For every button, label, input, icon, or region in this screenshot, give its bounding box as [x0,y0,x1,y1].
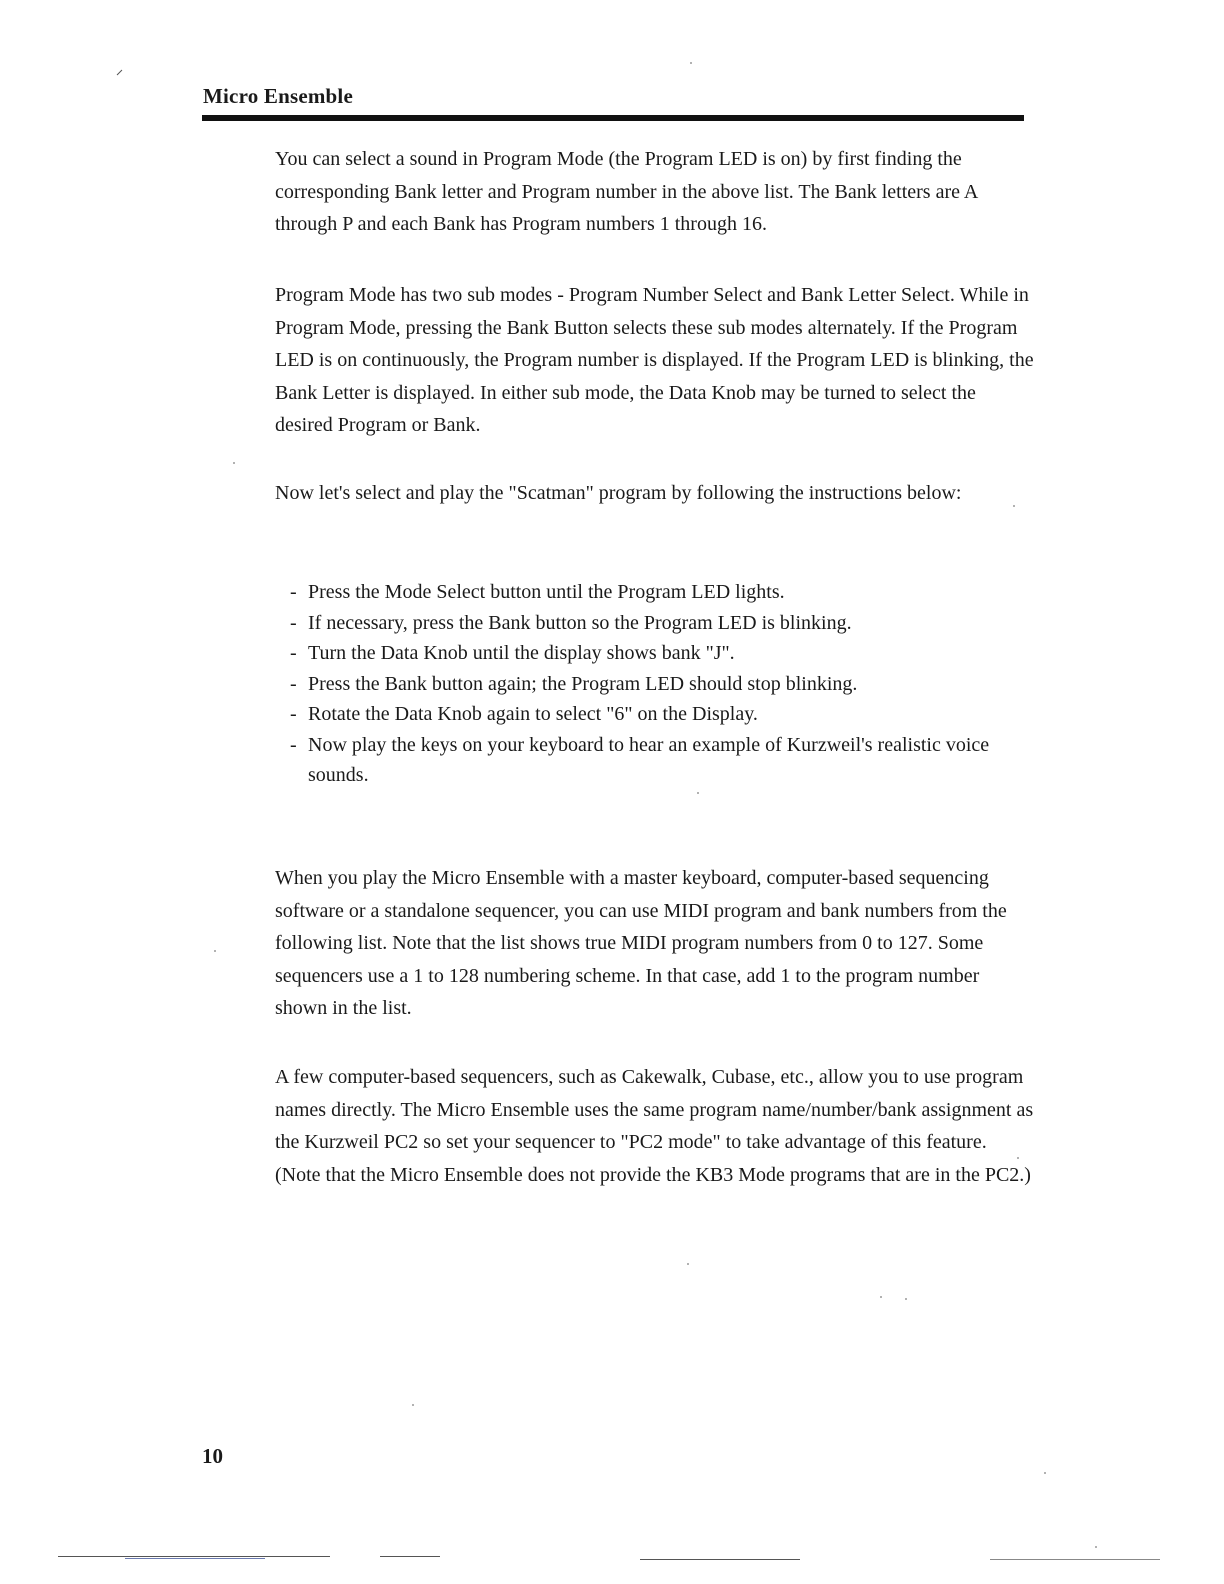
list-item [290,669,1030,700]
running-header-title: Micro Ensemble [203,84,353,108]
paragraph-midi-program-numbers: When you play the Micro Ensemble with a master keyboard, computer-based sequencing software or a standalone sequencer, you can use MIDI program and bank numbers from the following list. Note that the list shows true MIDI program numbers from 0 to 127. Some sequencers use a 1 to 128 numbering scheme. In that case, add 1 to the program number shown in the list. [275,867,1007,1019]
list-item [290,577,1030,608]
page-number: 10 [202,1444,223,1468]
scan-speck [412,1404,414,1406]
instruction-steps-list [290,577,1030,791]
list-dash: - [290,672,297,695]
paragraph-sub-modes: Program Mode has two sub modes - Program Number Select and Bank Letter Select. While in Program Mode, pressing the Bank Button selects these sub modes alternately. If the Program LED is on continuously, the Program number is displayed. If the Program LED is blinking, the Bank Letter is displayed. In either sub mode, the Data Knob may be turned to select the desired Program or Bank. [275,284,1034,436]
scan-speck [687,1263,689,1265]
scan-speck [697,792,699,794]
scan-speck [1095,1546,1097,1548]
paragraph-program-names: A few computer-based sequencers, such as Cakewalk, Cubase, etc., allow you to use program names directly. The Micro Ensemble uses the same program name/number/bank assignment as the Kurzweil PC2 so set your sequencer to "PC2 mode" to take advantage of this feature. (Note that the Micro Ensemble does not provide the KB3 Mode programs that are in the PC2.) [275,1066,1034,1186]
list-item [290,638,1030,669]
scan-speck [233,462,235,464]
scan-edge-line [380,1556,440,1557]
step-text: Turn the Data Knob until the display shows bank "J". [308,642,735,664]
scan-speck [1017,1157,1019,1159]
scan-speck [214,950,216,952]
list-dash: - [290,733,297,756]
scan-speck [1013,505,1015,507]
scan-speck [880,1296,882,1298]
header-rule [202,115,1024,121]
list-item [290,730,1030,791]
step-text: Press the Mode Select button until the Program LED lights. [308,581,785,603]
list-dash: - [290,581,297,603]
scan-speck [905,1298,907,1300]
scan-edge-line [640,1559,800,1560]
step-text: If necessary, press the Bank button so the Program LED is blinking. [308,611,852,634]
list-item [290,699,1030,730]
list-item [290,608,1030,639]
step-text: Now play the keys on your keyboard to hear an example of Kurzweil's realistic voice sounds. [308,733,990,786]
list-dash: - [290,703,297,725]
step-text: Press the Bank button again; the Program LED should stop blinking. [308,672,858,695]
step-text: Rotate the Data Knob again to select "6" on the Display. [308,703,758,725]
list-dash: - [290,642,297,664]
scan-speck [1044,1472,1046,1474]
scan-edge-line [58,1556,330,1557]
scan-speck [690,62,692,64]
paragraph-program-mode-intro: You can select a sound in Program Mode (the Program LED is on) by first finding the corresponding Bank letter and Program number in the above list. The Bank letters are A through P and each Bank has Program numbers 1 through 16. [275,148,978,235]
scan-mark [117,70,123,76]
paragraph-scatman-intro: Now let's select and play the "Scatman" program by following the instructions below: [275,482,962,504]
scan-edge-line [990,1559,1160,1560]
scan-edge-line [125,1558,265,1559]
list-dash: - [290,611,297,634]
